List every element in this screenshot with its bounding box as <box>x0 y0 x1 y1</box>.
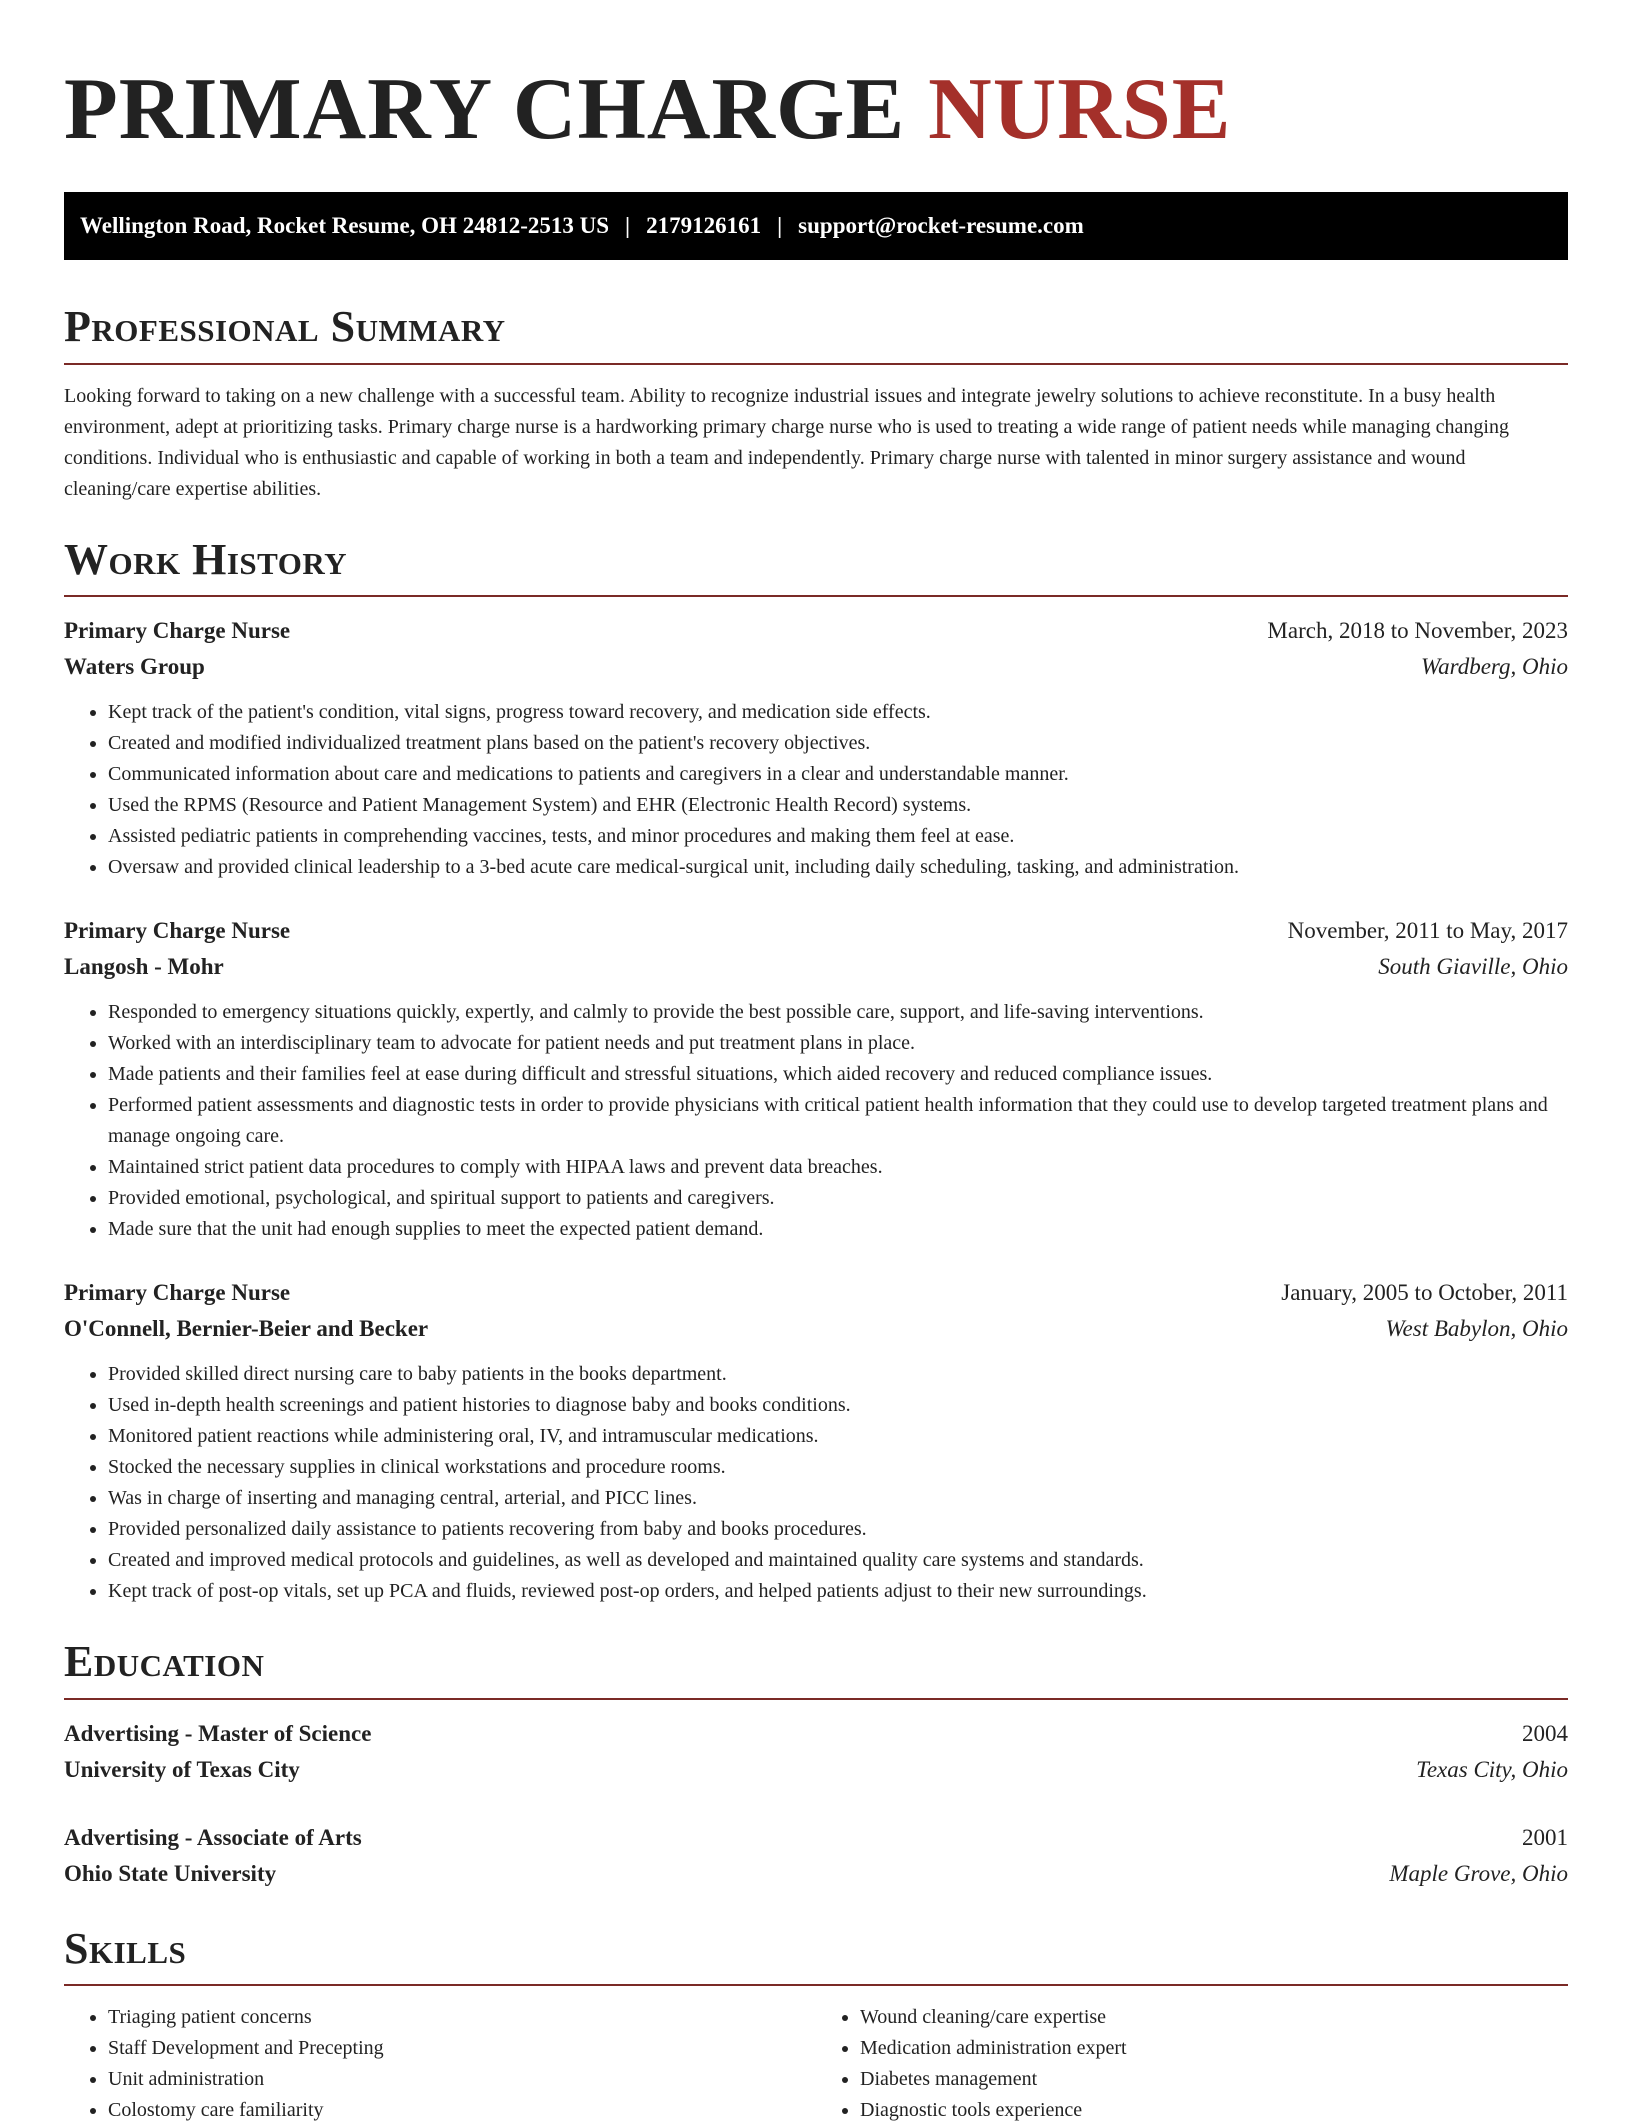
job-bullet: • Used in-depth health screenings and patient histories to diagnose baby and books conditions. <box>108 1390 1568 1421</box>
job-bullet: • Kept track of the patient's condition, vital signs, progress toward recovery, and medication side effects. <box>108 697 1568 728</box>
contact-address: Wellington Road, Rocket Resume, OH 24812-2513 US <box>80 213 609 238</box>
education-degree: Advertising - Associate of Arts <box>64 1824 362 1850</box>
skills-left-list <box>64 2002 816 2126</box>
job-bullet: • Created and modified individualized treatment plans based on the patient's recovery objectives. <box>108 728 1568 759</box>
education-entry <box>64 1716 1568 1788</box>
skill-item: • Medication administration expert <box>860 2033 1568 2064</box>
skill-item: • Staff Development and Precepting <box>108 2033 816 2064</box>
job-bullet: • Assisted pediatric patients in comprehending vaccines, tests, and minor procedures and making them feel at ease. <box>108 821 1568 852</box>
job-title: Primary Charge Nurse <box>64 918 291 944</box>
job-company: Langosh - Mohr <box>64 954 224 980</box>
job-bullets <box>64 697 1568 883</box>
summary-section <box>64 302 1568 505</box>
job-bullet: • Communicated information about care and medications to patients and caregivers in a clear and understandable manner. <box>108 759 1568 790</box>
job-entry <box>64 913 1568 1245</box>
section-divider <box>64 595 1568 597</box>
contact-separator: | <box>777 213 783 238</box>
contact-phone: 2179126161 <box>646 213 762 238</box>
work-history-section <box>64 535 1568 1608</box>
name-last: NURSE <box>928 61 1232 158</box>
job-bullet: • Performed patient assessments and diagnostic tests in order to provide physicians with critical patient health information that they could use to develop targeted treatment plans and manage ongoing care. <box>108 1090 1568 1152</box>
job-title: Primary Charge Nurse <box>64 1280 291 1306</box>
job-bullet: • Made patients and their families feel at ease during difficult and stressful situations, which aided recovery and reduced compliance issues. <box>108 1059 1568 1090</box>
job-bullets <box>64 997 1568 1245</box>
section-divider <box>64 1698 1568 1700</box>
contact-separator: | <box>625 213 631 238</box>
education-degree: Advertising - Master of Science <box>64 1720 372 1746</box>
job-bullet: • Kept track of post-op vitals, set up PCA and fluids, reviewed post-op orders, and helped patients adjust to their new surroundings. <box>108 1576 1568 1607</box>
section-divider <box>64 363 1568 365</box>
education-school: University of Texas City <box>64 1756 300 1782</box>
education-section <box>64 1637 1568 1892</box>
skills-columns <box>64 2002 1568 2126</box>
contact-bar <box>64 192 1568 260</box>
education-heading: Education <box>64 1637 265 1687</box>
section-divider <box>64 1984 1568 1986</box>
education-entry <box>64 1820 1568 1892</box>
job-company: Waters Group <box>64 654 205 680</box>
resume-name <box>64 61 1568 158</box>
summary-text: Looking forward to taking on a new challenge with a successful team. Ability to recognize industrial issues and integrate jewelry solutions to achieve reconstitute. In a busy health environment, adept at prioritizing tasks. Primary charge nurse is a hardworking primary charge nurse who is used to treating a wide range of patient needs while managing changing conditions. Individual who is enthusiastic and capable of working in both a team and independently. Primary charge nurse with talented in minor surgery assistance and wound cleaning/care expertise abilities. <box>64 384 1509 500</box>
job-bullet: • Created and improved medical protocols and guidelines, as well as developed and maintained quality care systems and standards. <box>108 1545 1568 1576</box>
job-bullet: • Was in charge of inserting and managing central, arterial, and PICC lines. <box>108 1483 1568 1514</box>
education-year: 2004 <box>1522 1720 1568 1746</box>
education-location: Texas City, Ohio <box>1416 1756 1568 1782</box>
job-bullet: • Provided personalized daily assistance to patients recovering from baby and books procedures. <box>108 1514 1568 1545</box>
contact-email: support@rocket-resume.com <box>798 213 1084 238</box>
job-bullet: • Made sure that the unit had enough supplies to meet the expected patient demand. <box>108 1214 1568 1245</box>
job-bullet: • Monitored patient reactions while administering oral, IV, and intramuscular medications. <box>108 1421 1568 1452</box>
job-dates: March, 2018 to November, 2023 <box>1267 618 1568 644</box>
work-history-heading: Work History <box>64 534 348 584</box>
skills-right-list <box>816 2002 1568 2126</box>
education-location: Maple Grove, Ohio <box>1389 1860 1568 1886</box>
job-dates: November, 2011 to May, 2017 <box>1287 918 1568 944</box>
job-bullet: • Oversaw and provided clinical leadership to a 3-bed acute care medical-surgical unit, including daily scheduling, tasking, and administration. <box>108 852 1568 883</box>
job-bullet: • Stocked the necessary supplies in clinical workstations and procedure rooms. <box>108 1452 1568 1483</box>
job-dates: January, 2005 to October, 2011 <box>1281 1280 1568 1306</box>
job-location: Wardberg, Ohio <box>1421 654 1568 680</box>
job-bullet: • Provided emotional, psychological, and spiritual support to patients and caregivers. <box>108 1183 1568 1214</box>
education-school: Ohio State University <box>64 1860 277 1886</box>
job-bullet: • Used the RPMS (Resource and Patient Management System) and EHR (Electronic Health Record) systems. <box>108 790 1568 821</box>
job-bullet: • Responded to emergency situations quickly, expertly, and calmly to provide the best possible care, support, and life-saving interventions. <box>108 997 1568 1028</box>
summary-heading: Professional Summary <box>64 302 506 351</box>
job-location: South Giaville, Ohio <box>1378 954 1568 980</box>
name-first: PRIMARY CHARGE <box>64 61 906 158</box>
skill-item: • Wound cleaning/care expertise <box>860 2002 1568 2033</box>
skills-section <box>64 1924 1568 2126</box>
skill-item: • Unit administration <box>108 2064 816 2095</box>
skill-item: • Diagnostic tools experience <box>860 2095 1568 2126</box>
education-year: 2001 <box>1522 1824 1568 1850</box>
job-entry <box>64 613 1568 883</box>
skill-item: • Triaging patient concerns <box>108 2002 816 2033</box>
job-location: West Babylon, Ohio <box>1385 1316 1568 1342</box>
job-bullet: • Provided skilled direct nursing care to baby patients in the books department. <box>108 1359 1568 1390</box>
job-entry <box>64 1275 1568 1607</box>
job-title: Primary Charge Nurse <box>64 618 291 644</box>
job-bullet: • Maintained strict patient data procedures to comply with HIPAA laws and prevent data breaches. <box>108 1152 1568 1183</box>
job-bullets <box>64 1359 1568 1607</box>
skills-heading: Skills <box>64 1923 187 1973</box>
job-company: O'Connell, Bernier-Beier and Becker <box>64 1316 429 1342</box>
job-bullet: • Worked with an interdisciplinary team to advocate for patient needs and put treatment plans in place. <box>108 1028 1568 1059</box>
skill-item: • Diabetes management <box>860 2064 1568 2095</box>
skill-item: • Colostomy care familiarity <box>108 2095 816 2126</box>
